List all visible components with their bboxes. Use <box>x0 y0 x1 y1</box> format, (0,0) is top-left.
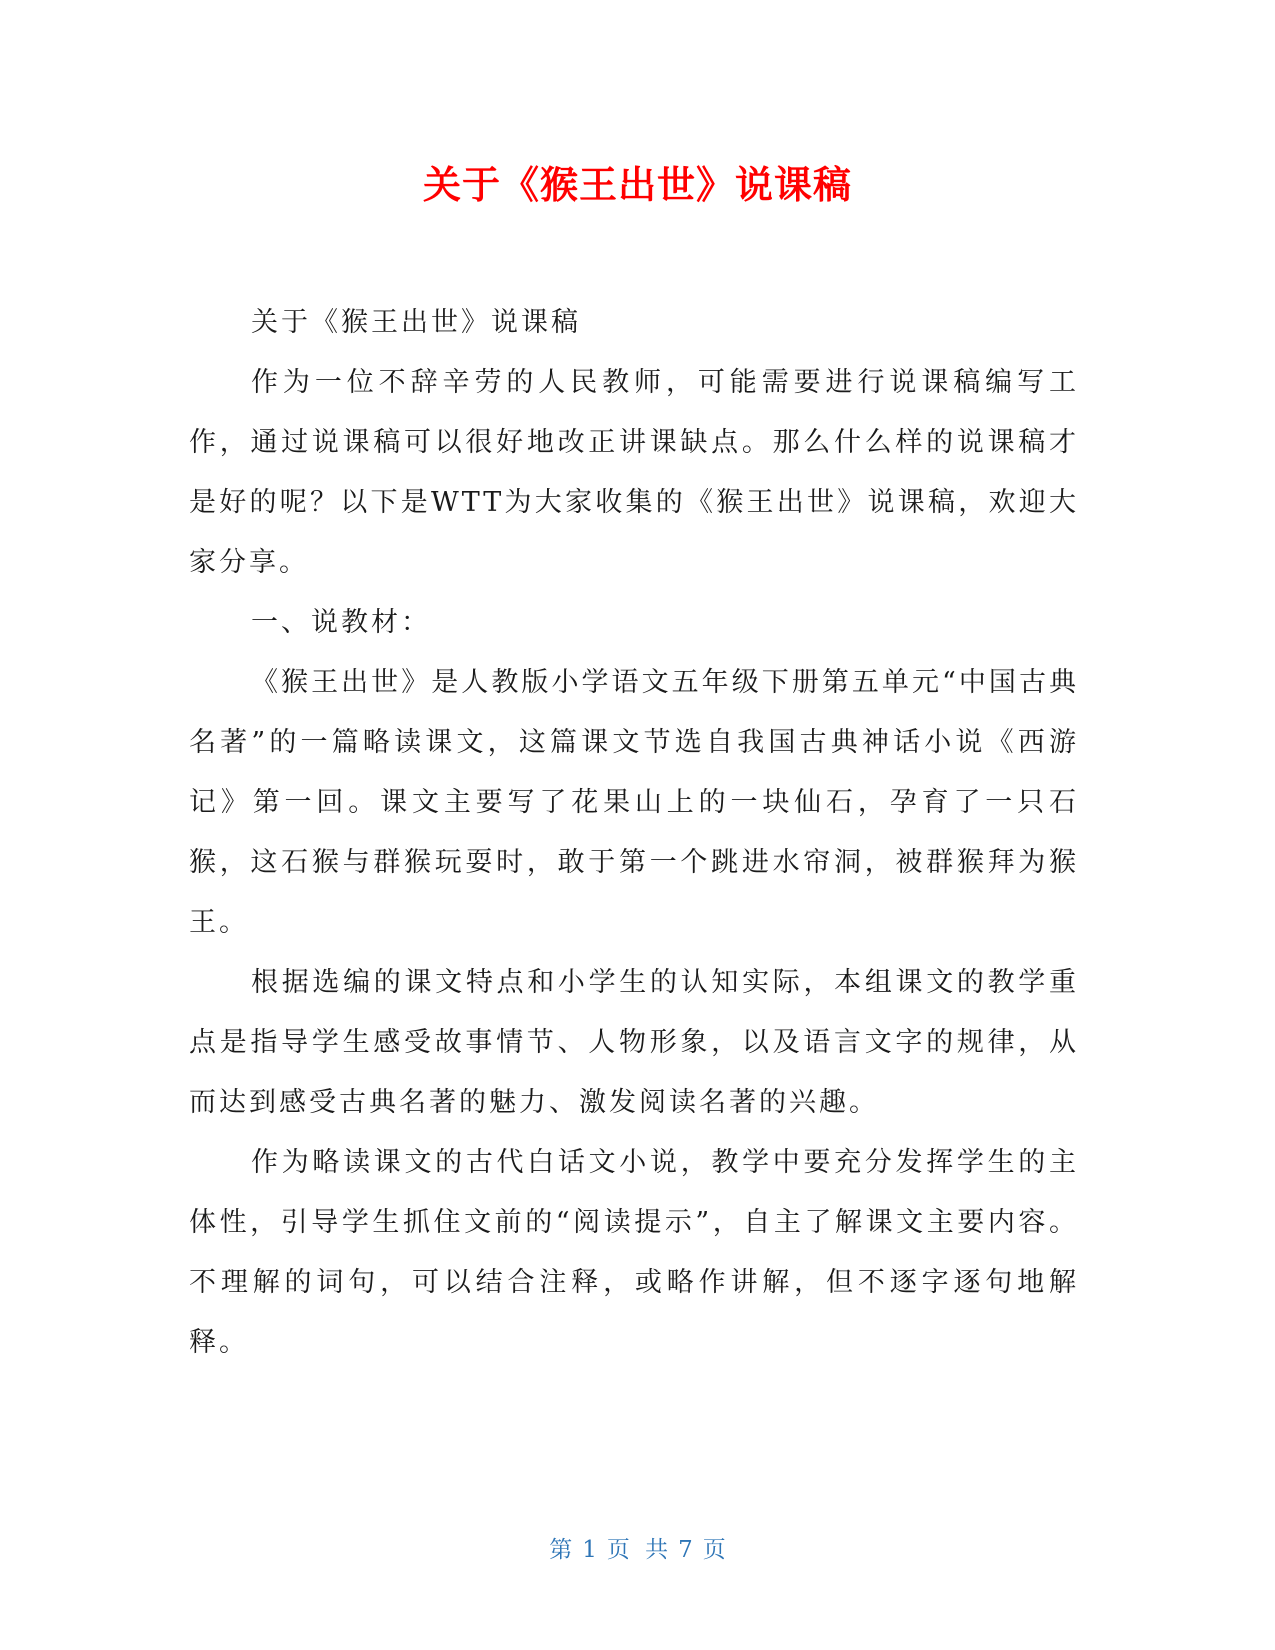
paragraph-material: 《猴王出世》是人教版小学语文五年级下册第五单元“中国古典名著”的一篇略读课文，这篇课文节选自我国古典神话小说《西游记》第一回。课文主要写了花果山上的一块仙石，孕育了一只石猴，这石猴与群猴玩耍时，敢于第一个跳进水帘洞，被群猴拜为猴王。 <box>189 667 1079 938</box>
footer-label-page: 第 <box>549 1537 573 1563</box>
document-title: 关于《猴王出世》说课稿 <box>422 163 852 207</box>
paragraph-subtitle: 关于《猴王出世》说课稿 <box>251 307 581 338</box>
footer-total-pages: 7 <box>678 1537 693 1563</box>
section-heading: 一、说教材： <box>251 607 431 638</box>
page-footer <box>0 1535 1275 1565</box>
paragraph-focus: 根据选编的课文特点和小学生的认知实际，本组课文的教学重点是指导学生感受故事情节、人物形象，以及语言文字的规律，从而达到感受古典名著的魅力、激发阅读名著的兴趣。 <box>189 967 1079 1118</box>
footer-label-of: 页 共 <box>606 1537 669 1563</box>
paragraph-method: 作为略读课文的古代白话文小说，教学中要充分发挥学生的主体性，引导学生抓住文前的“阅读提示”，自主了解课文主要内容。不理解的词句，可以结合注释，或略作讲解，但不逐字逐句地解释。 <box>189 1147 1079 1358</box>
paragraph-intro: 作为一位不辞辛劳的人民教师，可能需要进行说课稿编写工作，通过说课稿可以很好地改正讲课缺点。那么什么样的说课稿才是好的呢？以下是WTT为大家收集的《猴王出世》说课稿，欢迎大家分享。 <box>189 367 1079 578</box>
document-body <box>189 293 1079 1373</box>
footer-label-end: 页 <box>702 1537 726 1563</box>
footer-current-page: 1 <box>582 1537 597 1563</box>
